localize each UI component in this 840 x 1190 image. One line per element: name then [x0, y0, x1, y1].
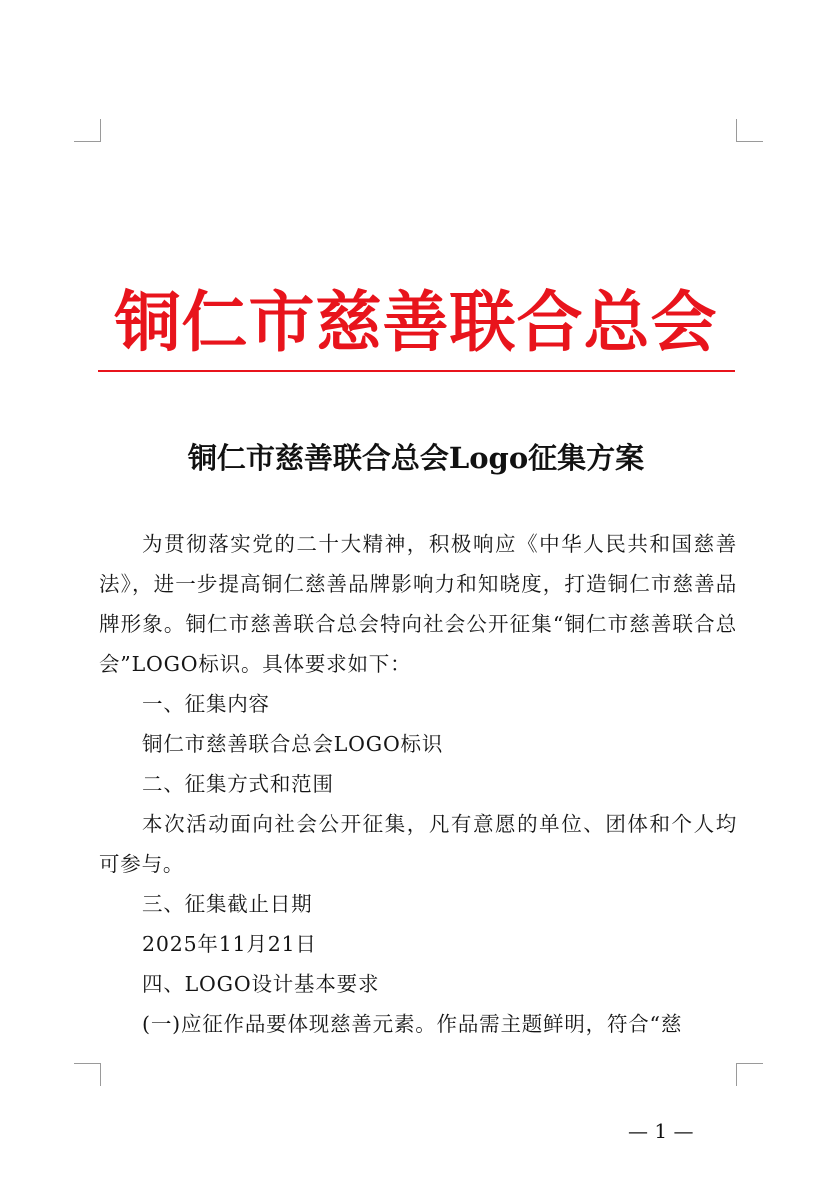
crop-mark-top-right	[736, 119, 763, 142]
section-heading-content: 一、征集内容	[142, 692, 270, 716]
intro-paragraph: 为贯彻落实党的二十大精神，积极响应《中华人民共和国慈善法》，进一步提高铜仁慈善品牌影响力和知晓度，打造铜仁市慈善品牌形象。铜仁市慈善联合总会特向社会公开征集“铜仁市慈善联合总会”LOGO标识。具体要求如下：	[99, 532, 737, 676]
content-paragraph: 铜仁市慈善联合总会LOGO标识	[142, 732, 444, 756]
requirement-item-1: (一)应征作品要体现慈善元素。作品需主题鲜明，符合“慈	[142, 1012, 683, 1036]
document-title: 铜仁市慈善联合总会Logo征集方案	[187, 441, 645, 475]
section-heading-method: 二、征集方式和范围	[142, 772, 334, 796]
page-number: — 1 —	[628, 1119, 694, 1143]
section-heading-deadline: 三、征集截止日期	[142, 892, 313, 916]
method-paragraph: 本次活动面向社会公开征集，凡有意愿的单位、团体和个人均可参与。	[99, 812, 737, 876]
document-body	[99, 524, 737, 1044]
crop-mark-bottom-right	[736, 1063, 763, 1086]
section-heading-requirements: 四、LOGO设计基本要求	[142, 972, 380, 996]
organization-header: 铜仁市慈善联合总会	[114, 283, 718, 361]
header-red-rule	[98, 370, 735, 372]
crop-mark-top-left	[74, 119, 101, 142]
deadline-paragraph: 2025年11月21日	[142, 932, 317, 956]
crop-mark-bottom-left	[74, 1063, 101, 1086]
